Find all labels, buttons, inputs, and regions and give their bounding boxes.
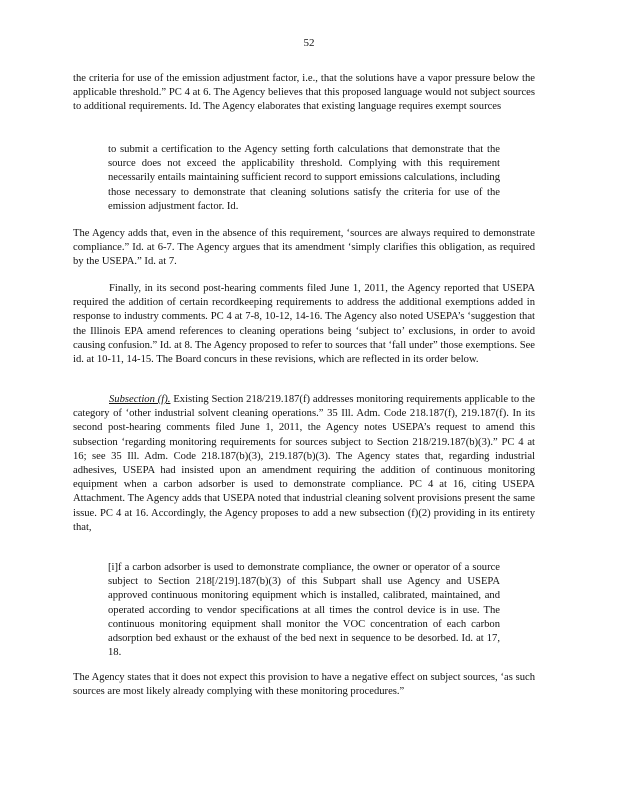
- paragraph-compliance-obligation: The Agency adds that, even in the absence of this requirement, ‘sources are always required to demonstrate compliance.” Id. at 6-7. The Agency argues that its amendment ‘simply clarifies this obligation, as required by the USEPA.” Id. at 7.: [73, 228, 535, 268]
- paragraph-subsection-f: [73, 393, 535, 535]
- subsection-heading: Subsection (f).: [109, 394, 171, 405]
- paragraph-negative-effect: The Agency states that it does not expect this provision to have a negative effect on subject sources, ‘as such sources are most likely already complying with these monitoring procedures.”: [73, 672, 535, 698]
- paragraph-recordkeeping: Finally, in its second post-hearing comments filed June 1, 2011, the Agency reported that USEPA required the addition of certain recordkeeping requirements to address the additional exemptions added in response to industry comments. PC 4 at 7-8, 10-12, 14-16. The Agency also noted USEPA’s ‘suggestion that the Illinois EPA amend references to cleaning operations being ‘subject to’ exclusions, in order to avoid causing confusion.” Id. at 8. The Agency proposed to refer to sources that ‘fall under” those exemptions. See id. at 10-11, 14-15. The Board concurs in these revisions, which are reflected in its order below.: [73, 283, 535, 366]
- paragraph-emission-criteria: the criteria for use of the emission adjustment factor, i.e., that the solutions have a vapor pressure below the applicable threshold.” PC 4 at 6. The Agency believes that this proposed language would not subject sources to additional requirements. Id. The Agency elaborates that existing language requires exempt sources: [73, 73, 535, 113]
- subsection-body: Existing Section 218/219.187(f) addresses monitoring requirements applicable to the category of ‘other industrial solvent cleaning operations.” 35 Ill. Adm. Code 218.187(f), 219.187(f). In its second post-hearing comments filed June 1, 2011, the Agency notes USEPA’s request to amend this subsection ‘regarding monitoring requirements for sources subject to Section 218/219.187(b)(3).” PC 4 at 16; see 35 Ill. Adm. Code 218.187(b)(3), 219.187(b)(3). The Agency states that, regarding industrial adhesives, USEPA had insisted upon an amendment requiring the addition of continuous monitoring equipment when a carbon adsorber is used to demonstrate compliance. PC 4 at 16, citing USEPA Attachment. The Agency adds that USEPA noted that industrial cleaning solvent provisions present the same issue. PC 4 at 16. Accordingly, the Agency proposes to add a new subsection (f)(2) providing in its entirety that,: [73, 394, 535, 533]
- page-number: 52: [303, 37, 315, 49]
- block-quote-carbon-adsorber: [i]f a carbon adsorber is used to demonstrate compliance, the owner or operator of a source subject to Section 218[/219].187(b)(3) of this Subpart shall use Agency and USEPA approved continuous monitoring equipment which is installed, calibrated, maintained, and operated according to vendor specifications at all times the control device is in use. The continuous monitoring equipment shall monitor the VOC concentration of each carbon adsorption bed exhaust or the exhaust of the bed next in sequence to be desorbed. Id. at 17, 18.: [108, 562, 500, 659]
- block-quote-certification: to submit a certification to the Agency setting forth calculations that demonstrate that the source does not exceed the applicability threshold. Complying with this requirement necessarily entails maintaining sufficient record to support emissions calculations, including those necessary to demonstrate that cleaning solutions satisfy the criteria for use of the emission adjustment factor. Id.: [108, 144, 500, 212]
